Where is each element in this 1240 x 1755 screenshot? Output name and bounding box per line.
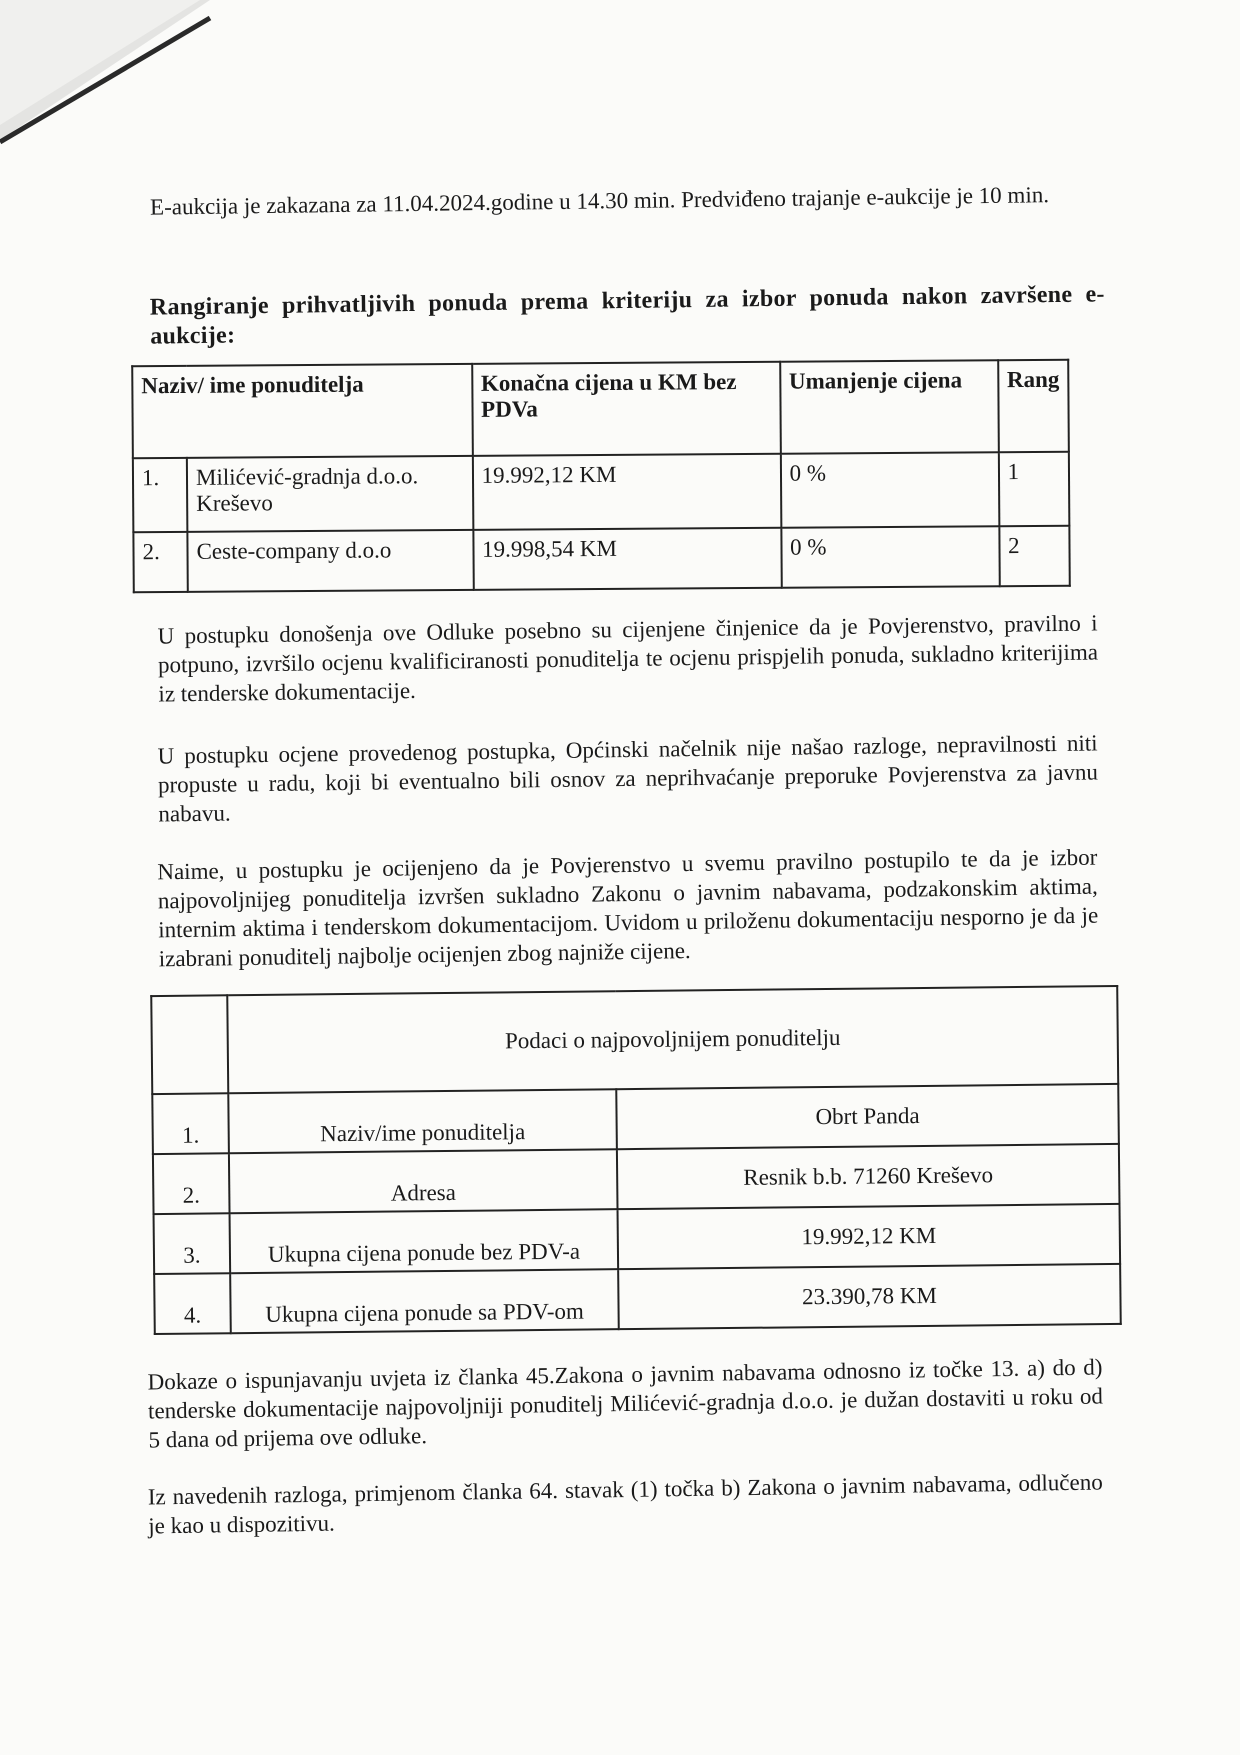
header-name: Naziv/ ime ponuditelja bbox=[132, 364, 472, 458]
empty-cell bbox=[151, 995, 228, 1094]
row-number: 4. bbox=[154, 1273, 231, 1334]
paragraph-decision: Iz navedenih razloga, primjenom članka 64. stavak (1) točka b) Zakona o javnim nabavama, odlučeno je kao u dispozitivu. bbox=[147, 1469, 1103, 1539]
bid-price: 19.992,12 KM bbox=[472, 454, 781, 530]
row-value: 23.390,78 KM bbox=[618, 1264, 1121, 1329]
row-number: 1. bbox=[152, 1093, 229, 1154]
row-number: 2. bbox=[153, 1153, 230, 1214]
header-reduction: Umanjenje cijena bbox=[780, 360, 999, 454]
auction-schedule-text: E-aukcija je zakazana za 11.04.2024.godine u 14.30 min. Predviđeno trajanje e-aukcije je 10 min. bbox=[149, 182, 1050, 220]
table-row bbox=[133, 526, 1069, 593]
header-price: Konačna cijena u KM bez PDVa bbox=[472, 362, 781, 456]
header-rank: Rang bbox=[998, 360, 1069, 452]
ranking-table-header bbox=[132, 360, 1069, 459]
table-row bbox=[154, 1204, 1121, 1274]
paragraph-evaluation: U postupku donošenja ove Odluke posebno su cijenjene činjenice da je Povjerenstvo, pravilno i potpuno, izvršilo ocjenu kvalificiranosti ponuditelja te ocjenu prispjelih ponuda, sukladno kriterijima iz tenderske dokumentacije. bbox=[157, 610, 1099, 707]
paragraph-review: U postupku ocjene provedenog postupka, Općinski načelnik nije našao razloge, nepravilnosti niti propuste u radu, koji bi eventualno bili osnov za neprihvaćanje preporuke Povjerenstva za javnu nabavu. bbox=[157, 730, 1099, 827]
row-label: Naziv/ime ponuditelja bbox=[228, 1089, 617, 1153]
bidder-name: Ceste-company d.o.o bbox=[187, 530, 473, 592]
row-value: Resnik b.b. 71260 Kreševo bbox=[617, 1144, 1120, 1209]
row-label: Ukupna cijena ponude sa PDV-om bbox=[230, 1269, 619, 1333]
bid-price: 19.998,54 KM bbox=[473, 528, 781, 590]
row-label: Adresa bbox=[229, 1149, 618, 1213]
table-row bbox=[133, 452, 1069, 533]
row-value: 19.992,12 KM bbox=[618, 1204, 1121, 1269]
table-row bbox=[153, 1144, 1120, 1214]
best-bidder-title-row bbox=[151, 986, 1118, 1094]
row-number: 2. bbox=[133, 532, 187, 592]
price-reduction: 0 % bbox=[781, 526, 999, 588]
bid-rank: 2 bbox=[999, 526, 1070, 586]
paragraph-evidence: Dokaze o ispunjavanju uvjeta iz članka 45.Zakona o javnim nabavama odnosno iz točke 13. a) do d) tenderske dokumentacije najpovoljniji ponuditelj Milićević-gradnja d.o.o. je dužan dostaviti u roku od 5 dana od prijema ove odluke. bbox=[147, 1354, 1104, 1453]
row-number: 3. bbox=[154, 1213, 231, 1274]
bidder-name: Milićević-gradnja d.o.o. Kreševo bbox=[187, 456, 473, 532]
row-value: Obrt Panda bbox=[616, 1084, 1119, 1149]
bid-rank: 1 bbox=[998, 452, 1069, 526]
table-row bbox=[152, 1084, 1119, 1154]
table-row bbox=[154, 1264, 1121, 1334]
folded-corner-shadow bbox=[0, 0, 220, 150]
best-bidder-title: Podaci o najpovoljnijem ponuditelju bbox=[227, 986, 1118, 1093]
ranking-heading: Rangiranje prihvatljivih ponuda prema kriteriju za izbor ponuda nakon završene e-aukcije: bbox=[149, 281, 1105, 350]
price-reduction: 0 % bbox=[780, 452, 999, 528]
row-label: Ukupna cijena ponude bez PDV-a bbox=[230, 1209, 619, 1273]
ranking-table bbox=[131, 359, 1071, 594]
best-bidder-table bbox=[150, 985, 1122, 1335]
paragraph-conclusion: Naime, u postupku je ocijenjeno da je Povjerenstvo u svemu pravilno postupilo te da je izbor najpovoljnijeg ponuditelja izvršen sukladno Zakonu o javnim nabavama, podzakonskim aktima, internim aktima i tenderskom dokumentacijom. Uvidom u priloženu dokumentaciju nesporno je da je izabrani ponuditelj najbolje ocijenjen zbog najniže cijene. bbox=[157, 844, 1099, 972]
row-number: 1. bbox=[133, 458, 188, 532]
